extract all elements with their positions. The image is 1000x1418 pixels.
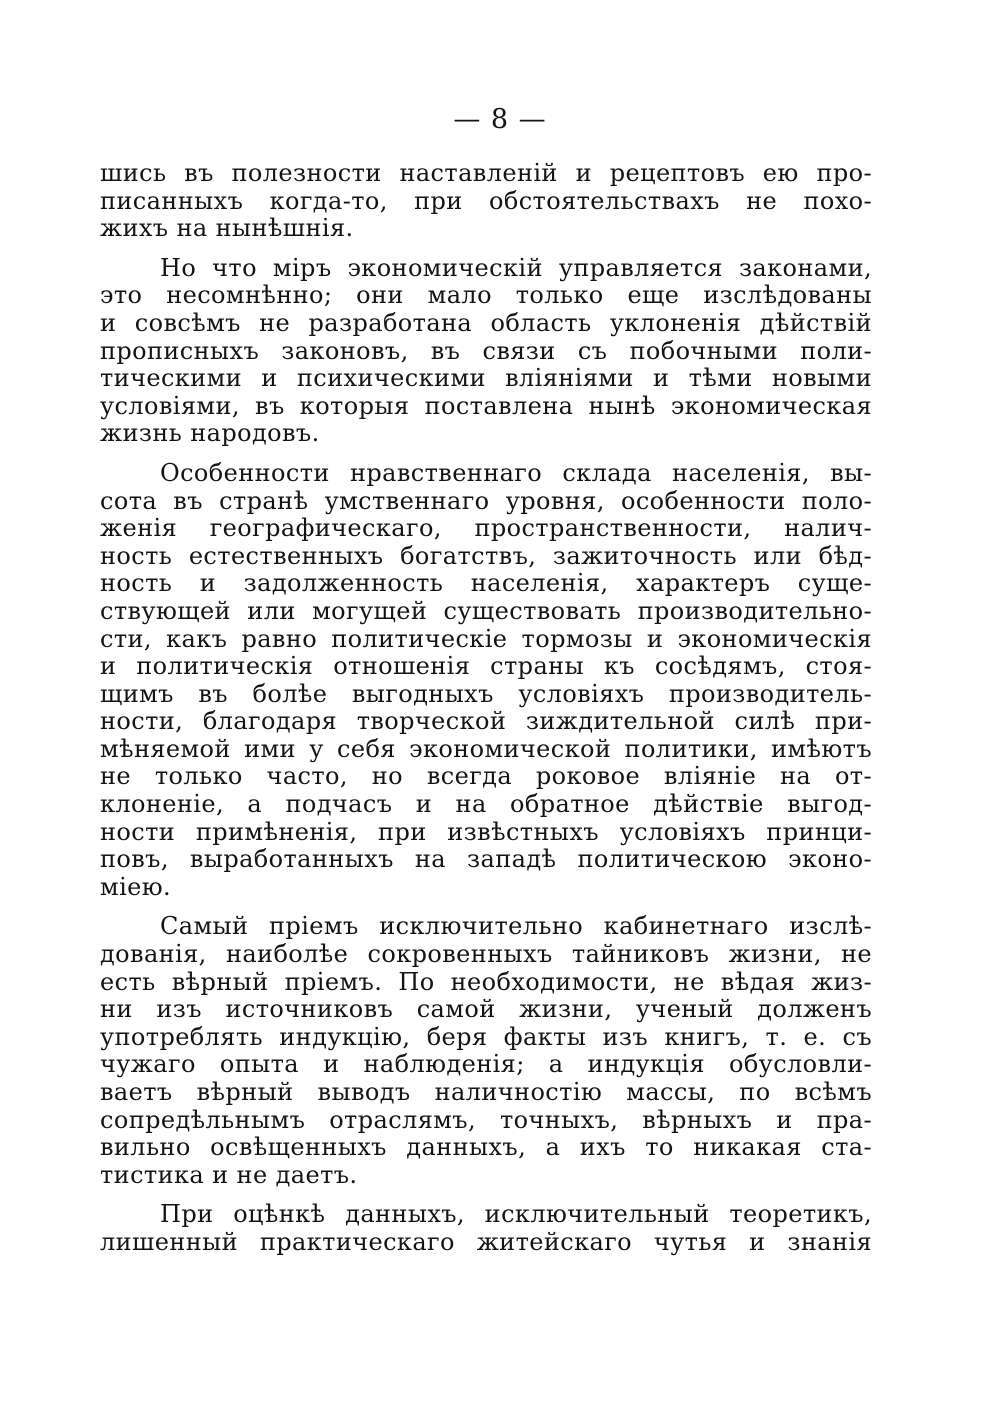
paragraph-1 [100, 160, 872, 243]
paragraph-5 [100, 1201, 872, 1256]
text-line: Но что міръ экономическій управляется законами, [160, 253, 872, 282]
text-line: ность естественныхъ богатствъ, зажиточность или бѣд- [100, 541, 872, 570]
body-text [100, 160, 872, 1269]
text-line: щимъ въ болѣе выгодныхъ условіяхъ производитель- [100, 679, 872, 708]
page-number: — 8 — [453, 104, 547, 135]
text-line: мѣняемой ими у себя экономической политики, имѣютъ [100, 734, 872, 763]
text-line: сота въ странѣ умственнаго уровня, особенности поло- [100, 486, 872, 515]
text-line: ность и задолженность населенія, характеръ суще- [100, 569, 872, 598]
text-line: употреблять индукцію, беря факты изъ книгъ, т. е. съ [100, 1022, 872, 1051]
text-line: жизнь народовъ. [100, 419, 320, 448]
text-line: условіями, въ которыя поставлена нынѣ экономическая [100, 391, 872, 420]
text-line: При оцѣнкѣ данныхъ, исключительный теоретикъ, [160, 1200, 872, 1229]
text-line: и политическія отношенія страны къ сосѣдямъ, стоя- [100, 652, 872, 681]
text-line: жихъ на нынѣшнія. [100, 214, 354, 243]
text-line: не только часто, но всегда роковое вліяніе на от- [100, 762, 872, 791]
text-line: ности примѣненія, при извѣстныхъ условіяхъ принци- [100, 817, 872, 846]
text-line: ствующей или могущей существовать производительно- [100, 596, 872, 625]
text-line: прописныхъ законовъ, въ связи съ побочными поли- [100, 336, 872, 365]
text-line: Особенности нравственнаго склада населенія, вы- [160, 458, 872, 487]
text-line: есть вѣрный пріемъ. По необходимости, не вѣдая жиз- [100, 967, 872, 996]
text-line: тическими и психическими вліяніями и тѣми новыми [100, 364, 872, 393]
text-line: лишенный практическаго житейскаго чутья и знанія [100, 1227, 872, 1256]
paragraph-4 [100, 913, 872, 1189]
text-line: Самый пріемъ исключительно кабинетнаго изслѣ- [160, 912, 872, 941]
text-line: ни изъ источниковъ самой жизни, ученый долженъ [100, 995, 872, 1024]
paragraph-2 [100, 255, 872, 448]
text-line: и совсѣмъ не разработана область уклоненія дѣйствій [100, 308, 872, 337]
text-line: тистика и не даетъ. [100, 1160, 358, 1189]
text-line: чужаго опыта и наблюденія; а индукція обусловли- [100, 1050, 872, 1079]
text-line: шись въ полезности наставленій и рецептовъ ею про- [100, 159, 872, 187]
text-line: писанныхъ когда-то, при обстоятельствахъ не похо- [100, 186, 872, 215]
text-line: ности, благодаря творческой зиждительной силѣ при- [100, 707, 872, 736]
text-line: это несомнѣнно; они мало только еще изслѣдованы [100, 281, 872, 310]
paragraph-3 [100, 460, 872, 902]
text-line: сти, какъ равно политическіе тормозы и экономическія [100, 624, 872, 653]
text-line: міею. [100, 872, 172, 901]
text-line: дованія, наиболѣе сокровенныхъ тайниковъ жизни, не [100, 940, 872, 969]
text-line: повъ, выработанныхъ на западѣ политическою эконо- [100, 845, 872, 874]
text-line: клоненіе, а подчасъ и на обратное дѣйствіе выгод- [100, 790, 872, 819]
text-line: ваетъ вѣрный выводъ наличностію массы, по всѣмъ [100, 1078, 872, 1106]
text-line: сопредѣльнымъ отраслямъ, точныхъ, вѣрныхъ и пра- [100, 1105, 872, 1134]
text-line: женія географическаго, пространственности, налич- [100, 514, 872, 543]
text-line: вильно освѣщенныхъ данныхъ, а ихъ то никакая ста- [100, 1133, 872, 1162]
